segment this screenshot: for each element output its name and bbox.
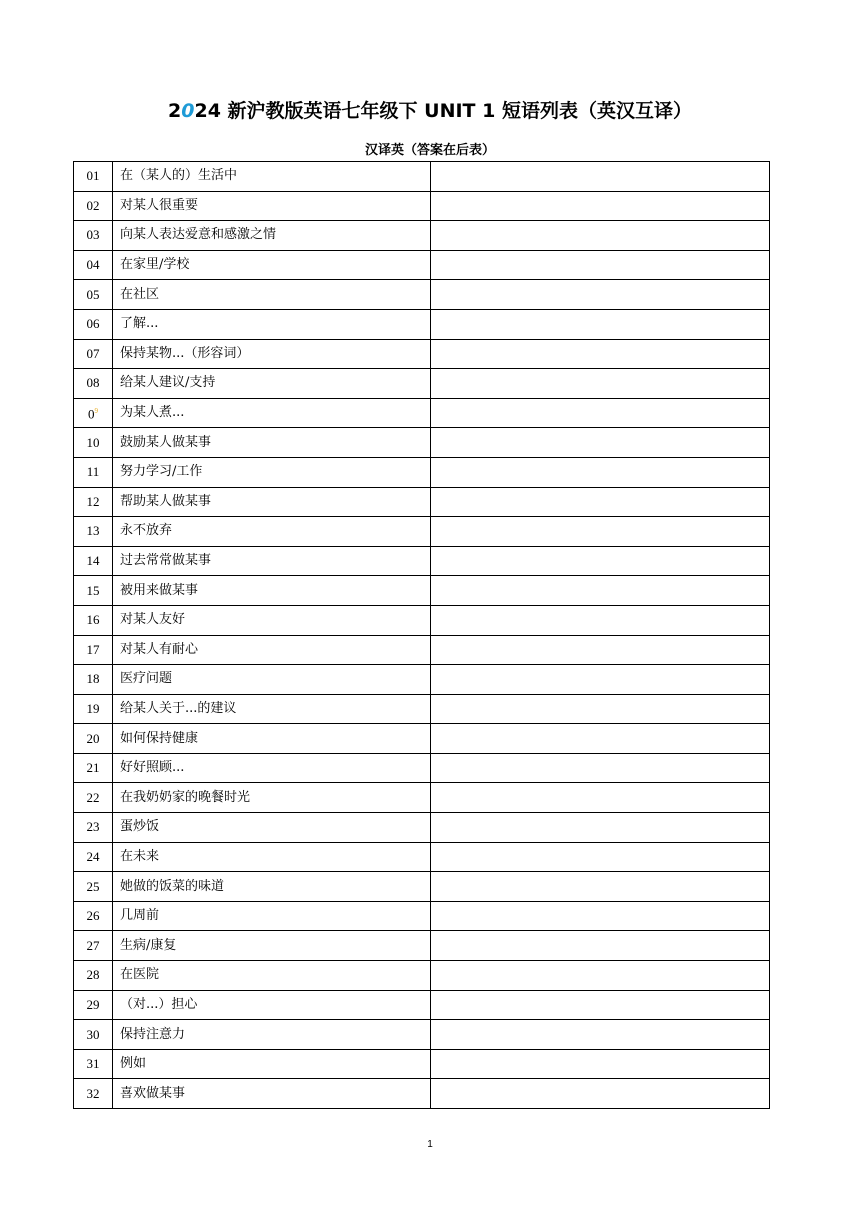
row-number-mark: 9 [94,407,98,416]
row-number [74,665,113,695]
chinese-phrase: 为某人煮... [113,398,431,428]
table-row [74,665,770,695]
english-answer-cell[interactable] [431,931,770,961]
chinese-phrase: 例如 [113,1049,431,1079]
english-answer-cell[interactable] [431,398,770,428]
english-answer-cell[interactable] [431,428,770,458]
table-row [74,428,770,458]
row-number-text: 0 [88,406,95,422]
row-number-text: 10 [86,434,100,450]
row-number [74,398,113,428]
table-row [74,842,770,872]
chinese-phrase: 对某人有耐心 [113,635,431,665]
table-row [74,1079,770,1109]
row-number-text: 25 [86,878,100,894]
english-answer-cell[interactable] [431,605,770,635]
english-answer-cell[interactable] [431,990,770,1020]
row-number-text: 27 [86,937,100,953]
table-row [74,280,770,310]
table-row [74,398,770,428]
row-number [74,872,113,902]
table-row [74,369,770,399]
row-number-text: 20 [86,730,100,746]
table-row [74,931,770,961]
row-number-text: 24 [86,848,100,864]
chinese-phrase: 向某人表达爱意和感激之情 [113,221,431,251]
chinese-phrase: 对某人友好 [113,605,431,635]
table-row [74,605,770,635]
row-number [74,990,113,1020]
table-row [74,576,770,606]
chinese-phrase: 被用来做某事 [113,576,431,606]
chinese-phrase: 在（某人的）生活中 [113,162,431,192]
english-answer-cell[interactable] [431,872,770,902]
row-number-text: 22 [86,789,100,805]
row-number-text: 13 [86,523,100,539]
table-row [74,250,770,280]
chinese-phrase: 在社区 [113,280,431,310]
chinese-phrase: 鼓励某人做某事 [113,428,431,458]
row-number [74,162,113,192]
row-number [74,635,113,665]
row-number [74,783,113,813]
chinese-phrase: 如何保持健康 [113,724,431,754]
english-answer-cell[interactable] [431,221,770,251]
row-number [74,428,113,458]
english-answer-cell[interactable] [431,280,770,310]
page-title [0,97,860,125]
table-row [74,990,770,1020]
english-answer-cell[interactable] [431,1049,770,1079]
chinese-phrase: 过去常常做某事 [113,546,431,576]
english-answer-cell[interactable] [431,162,770,192]
row-number [74,901,113,931]
row-number-text: 07 [86,345,100,361]
table-subtitle: 汉译英（答案在后表） [364,143,495,158]
row-number-text: 08 [86,375,100,391]
row-number [74,487,113,517]
row-number-text: 02 [86,197,100,213]
row-number [74,221,113,251]
english-answer-cell[interactable] [431,369,770,399]
english-answer-cell[interactable] [431,1020,770,1050]
english-answer-cell[interactable] [431,961,770,991]
english-answer-cell[interactable] [431,339,770,369]
chinese-phrase: 了解... [113,309,431,339]
table-row [74,1049,770,1079]
chinese-phrase: 给某人关于...的建议 [113,694,431,724]
row-number [74,546,113,576]
table-row [74,457,770,487]
table-row [74,487,770,517]
row-number-text: 11 [86,464,100,480]
row-number [74,842,113,872]
english-answer-cell[interactable] [431,250,770,280]
chinese-phrase: 医疗问题 [113,665,431,695]
table-row [74,724,770,754]
chinese-phrase: 保持某物...（形容词） [113,339,431,369]
table-row [74,961,770,991]
row-number-text: 19 [86,700,100,716]
chinese-phrase: 永不放弃 [113,517,431,547]
table-row [74,694,770,724]
row-number [74,931,113,961]
english-answer-cell[interactable] [431,635,770,665]
row-number-text: 17 [86,641,100,657]
chinese-phrase: 对某人很重要 [113,191,431,221]
row-number [74,753,113,783]
chinese-phrase: 好好照顾... [113,753,431,783]
chinese-phrase: 努力学习/工作 [113,457,431,487]
table-row [74,872,770,902]
row-number [74,309,113,339]
title-accent-digit: 0 [181,100,195,122]
table-row [74,221,770,251]
table-row [74,901,770,931]
row-number [74,813,113,843]
english-answer-cell[interactable] [431,487,770,517]
table-row [74,339,770,369]
row-number [74,191,113,221]
row-number-text: 01 [86,168,100,184]
row-number-text: 23 [86,819,100,835]
phrase-table [73,161,770,1109]
chinese-phrase: 给某人建议/支持 [113,369,431,399]
table-row [74,517,770,547]
chinese-phrase: 蛋炒饭 [113,813,431,843]
row-number [74,369,113,399]
row-number [74,1049,113,1079]
row-number [74,457,113,487]
english-answer-cell[interactable] [431,783,770,813]
row-number-text: 15 [86,582,100,598]
row-number-text: 32 [86,1085,100,1101]
english-answer-cell[interactable] [431,309,770,339]
row-number [74,1079,113,1109]
page-number: 1 [427,1139,433,1150]
table-row [74,753,770,783]
row-number-text: 14 [86,553,100,569]
english-answer-cell[interactable] [431,694,770,724]
english-answer-cell[interactable] [431,546,770,576]
english-answer-cell[interactable] [431,191,770,221]
row-number [74,605,113,635]
english-answer-cell[interactable] [431,457,770,487]
row-number-text: 30 [86,1026,100,1042]
row-number-text: 31 [86,1056,100,1072]
english-answer-cell[interactable] [431,665,770,695]
title-lead: 2 [168,100,182,122]
phrase-table-body [74,162,770,1109]
chinese-phrase: （对...）担心 [113,990,431,1020]
row-number [74,280,113,310]
row-number-text: 21 [86,760,100,776]
row-number [74,724,113,754]
chinese-phrase: 她做的饭菜的味道 [113,872,431,902]
english-answer-cell[interactable] [431,724,770,754]
row-number [74,694,113,724]
row-number [74,250,113,280]
chinese-phrase: 帮助某人做某事 [113,487,431,517]
row-number [74,1020,113,1050]
row-number-text: 18 [86,671,100,687]
chinese-phrase: 在医院 [113,961,431,991]
chinese-phrase: 喜欢做某事 [113,1079,431,1109]
english-answer-cell[interactable] [431,1079,770,1109]
chinese-phrase: 在我奶奶家的晚餐时光 [113,783,431,813]
chinese-phrase: 在家里/学校 [113,250,431,280]
row-number-text: 28 [86,967,100,983]
english-answer-cell[interactable] [431,901,770,931]
table-row [74,191,770,221]
table-row [74,546,770,576]
row-number [74,517,113,547]
table-row [74,783,770,813]
english-answer-cell[interactable] [431,753,770,783]
row-number-text: 03 [86,227,100,243]
row-number [74,576,113,606]
row-number-text: 26 [86,908,100,924]
english-answer-cell[interactable] [431,813,770,843]
english-answer-cell[interactable] [431,517,770,547]
row-number-text: 04 [86,257,100,273]
row-number-text: 29 [86,996,100,1012]
table-row [74,635,770,665]
table-row [74,309,770,339]
row-number-text: 05 [86,286,100,302]
row-number-text: 16 [86,612,100,628]
chinese-phrase: 保持注意力 [113,1020,431,1050]
row-number [74,961,113,991]
table-row [74,162,770,192]
chinese-phrase: 生病/康复 [113,931,431,961]
row-number-text: 06 [86,316,100,332]
table-row [74,1020,770,1050]
english-answer-cell[interactable] [431,842,770,872]
row-number-text: 12 [86,493,100,509]
row-number [74,339,113,369]
table-row [74,813,770,843]
english-answer-cell[interactable] [431,576,770,606]
chinese-phrase: 几周前 [113,901,431,931]
title-text: 24 新沪教版英语七年级下 UNIT 1 短语列表（英汉互译） [194,100,692,122]
chinese-phrase: 在未来 [113,842,431,872]
